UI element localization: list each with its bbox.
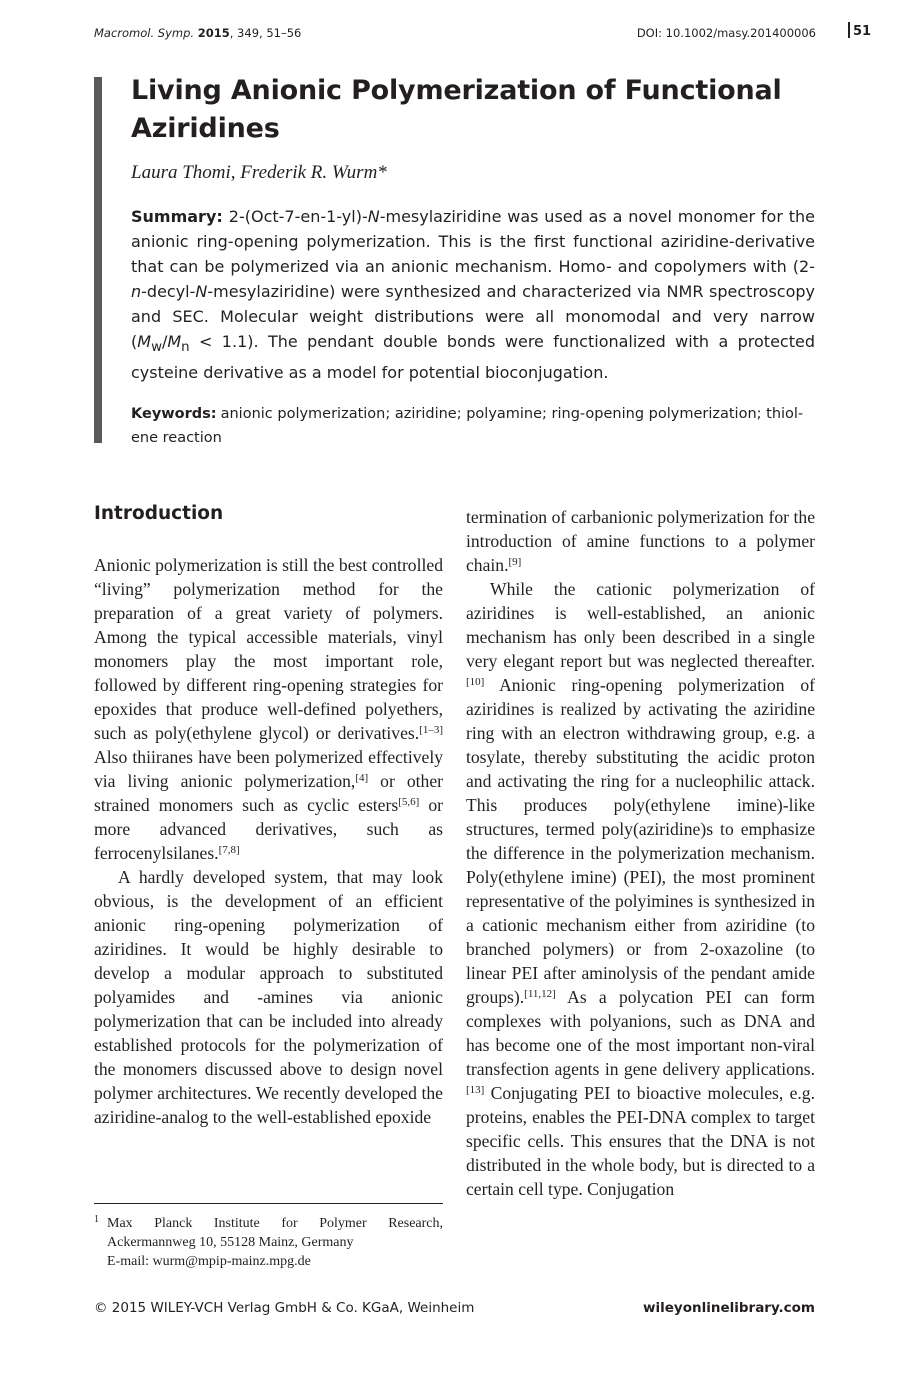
page-number-value: 51	[853, 24, 872, 39]
mn-symbol: M	[167, 332, 182, 351]
summary-italic: N	[195, 282, 208, 301]
body-text: Conjugating PEI to bioactive molecules, e.g. proteins, enables the PEI-DNA complex to target specific cells. This ensures that the DNA is not distributed in the whole body, but is directed to a certain cell type. Conjugation	[466, 1083, 815, 1199]
summary-italic: N	[367, 207, 380, 226]
body-paragraph	[94, 553, 443, 865]
keywords-paragraph	[131, 402, 815, 450]
summary-text: -decyl-	[141, 282, 196, 301]
citation-ref[interactable]: [10]	[466, 676, 485, 688]
summary-text: -mesylaziridine) were synthesized and characterized via NMR spectroscopy and SEC. Molecular weight distributions were all monomodal and very narrow (	[131, 282, 815, 351]
citation-ref[interactable]: [9]	[508, 556, 522, 568]
summary-paragraph	[131, 204, 815, 385]
citation-ref[interactable]: [1–3]	[419, 724, 443, 736]
mw-symbol: M	[137, 332, 152, 351]
body-paragraph	[466, 577, 815, 1201]
body-text: or more advanced derivatives, such as ferrocenylsilanes.	[94, 795, 443, 863]
body-text: While the cationic polymerization of aziridines is well-established, an anionic mechanism has only been described in a single very elegant report but was neglected thereafter.	[466, 579, 815, 671]
author-list: Laura Thomi, Frederik R. Wurm*	[131, 162, 387, 183]
citation-ref[interactable]: [13]	[466, 1084, 485, 1096]
body-text: As a polycation PEI can form complexes with polyanions, such as DNA and has become one of the most important non-viral transfection agents in gene delivery applications.	[466, 987, 815, 1079]
affiliation-address: Max Planck Institute for Polymer Research, Ackermannweg 10, 55128 Mainz, Germany	[107, 1216, 443, 1250]
footnote-divider	[94, 1203, 443, 1204]
body-paragraph: A hardly developed system, that may look obvious, is the development of an efficient anionic ring-opening polymerization of aziridines. It would be highly desirable to develop a modular approach to substituted polyamides and -amines via anionic polymerization that can be included into already established protocols for the polymerization of the monomers discussed above to design novel polymer architectures. We recently developed the aziridine-analog to the well-established epoxide	[94, 867, 443, 1127]
body-text: or other strained monomers such as cyclic esters	[94, 771, 443, 815]
journal-year: 2015	[197, 26, 230, 40]
doi-label: DOI: 10.1002/masy.201400006	[636, 26, 816, 40]
page-number	[848, 22, 871, 39]
body-text: Anionic ring-opening polymerization of aziridines is realized by activating the aziridine ring with an electron withdrawing group, e.g. a tosylate, thereby substituting the acidic proton and activating the ring for a nucleophilic attack. This produces poly(ethylene imine)-like structures, termed poly(aziridine)s to emphasize the difference in the polymerization mechanism. Poly(ethylene imine) (PEI), the most prominent representative of the polyimines is synthesized in a cationic mechanism either from aziridine (to branched polymers) or from 2-oxazoline (to linear PEI after aminolysis of the pendant amide groups).	[466, 675, 815, 1007]
author-email[interactable]: E-mail: wurm@mpip-mainz.mpg.de	[107, 1254, 311, 1269]
body-column-right	[466, 505, 815, 1201]
journal-volume-pages: , 349, 51–56	[229, 26, 302, 40]
body-text: termination of carbanionic polymerization for the introduction of amine functions to a polymer chain.	[466, 507, 815, 575]
body-text: Anionic polymerization is still the best controlled “living” polymerization method for the preparation of a great variety of polymers. Among the typical accessible materials, vinyl monomers play the most important role, followed by different ring-opening strategies for epoxides that produce well-defined polyethers, such as poly(ethylene glycol) or derivatives.	[94, 555, 443, 743]
section-heading-introduction: Introduction	[94, 503, 224, 524]
summary-text: -mesylaziridine was used as a novel monomer for the anionic ring-opening polymerization. This is the first functional aziridine-derivative that can be polymerized via an anionic mechanism. Homo- and copolymers with (2-	[131, 207, 815, 276]
dispersity-slash: /	[161, 332, 168, 351]
journal-citation	[94, 26, 301, 40]
summary-text: < 1.1). The pendant double bonds were functionalized with a protected cysteine derivative as a model for potential bioconjugation.	[131, 332, 815, 383]
copyright-notice: © 2015 WILEY-VCH Verlag GmbH & Co. KGaA, Weinheim	[94, 1300, 475, 1316]
citation-ref[interactable]: [5,6]	[398, 796, 420, 808]
mw-subscript: w	[151, 340, 162, 356]
page-number-bar	[848, 22, 850, 38]
footnote-mark: 1	[94, 1214, 99, 1225]
publisher-site-link[interactable]: wileyonlinelibrary.com	[643, 1300, 815, 1316]
citation-ref[interactable]: [11,12]	[524, 988, 556, 1000]
keywords-label: Keywords:	[131, 406, 217, 422]
journal-name: Macromol. Symp.	[94, 26, 195, 40]
citation-ref[interactable]: [7,8]	[218, 844, 240, 856]
summary-italic: n	[131, 282, 142, 301]
body-column-left	[94, 553, 443, 1129]
keywords-text: anionic polymerization; aziridine; polyamine; ring-opening polymerization; thiol-ene reaction	[131, 406, 804, 446]
article-title: Living Anionic Polymerization of Functional Aziridines	[131, 75, 782, 144]
summary-label: Summary:	[131, 207, 223, 226]
body-text: Also thiiranes have been polymerized effectively via living anionic polymerization,	[94, 747, 443, 791]
mn-subscript: n	[181, 340, 190, 356]
body-paragraph	[466, 505, 815, 577]
abstract-accent-bar	[94, 77, 102, 443]
footnote-body	[107, 1214, 443, 1271]
citation-ref[interactable]: [4]	[355, 772, 369, 784]
affiliation-footnote	[94, 1214, 443, 1271]
summary-text: 2-(Oct-7-en-1-yl)-	[228, 207, 368, 226]
